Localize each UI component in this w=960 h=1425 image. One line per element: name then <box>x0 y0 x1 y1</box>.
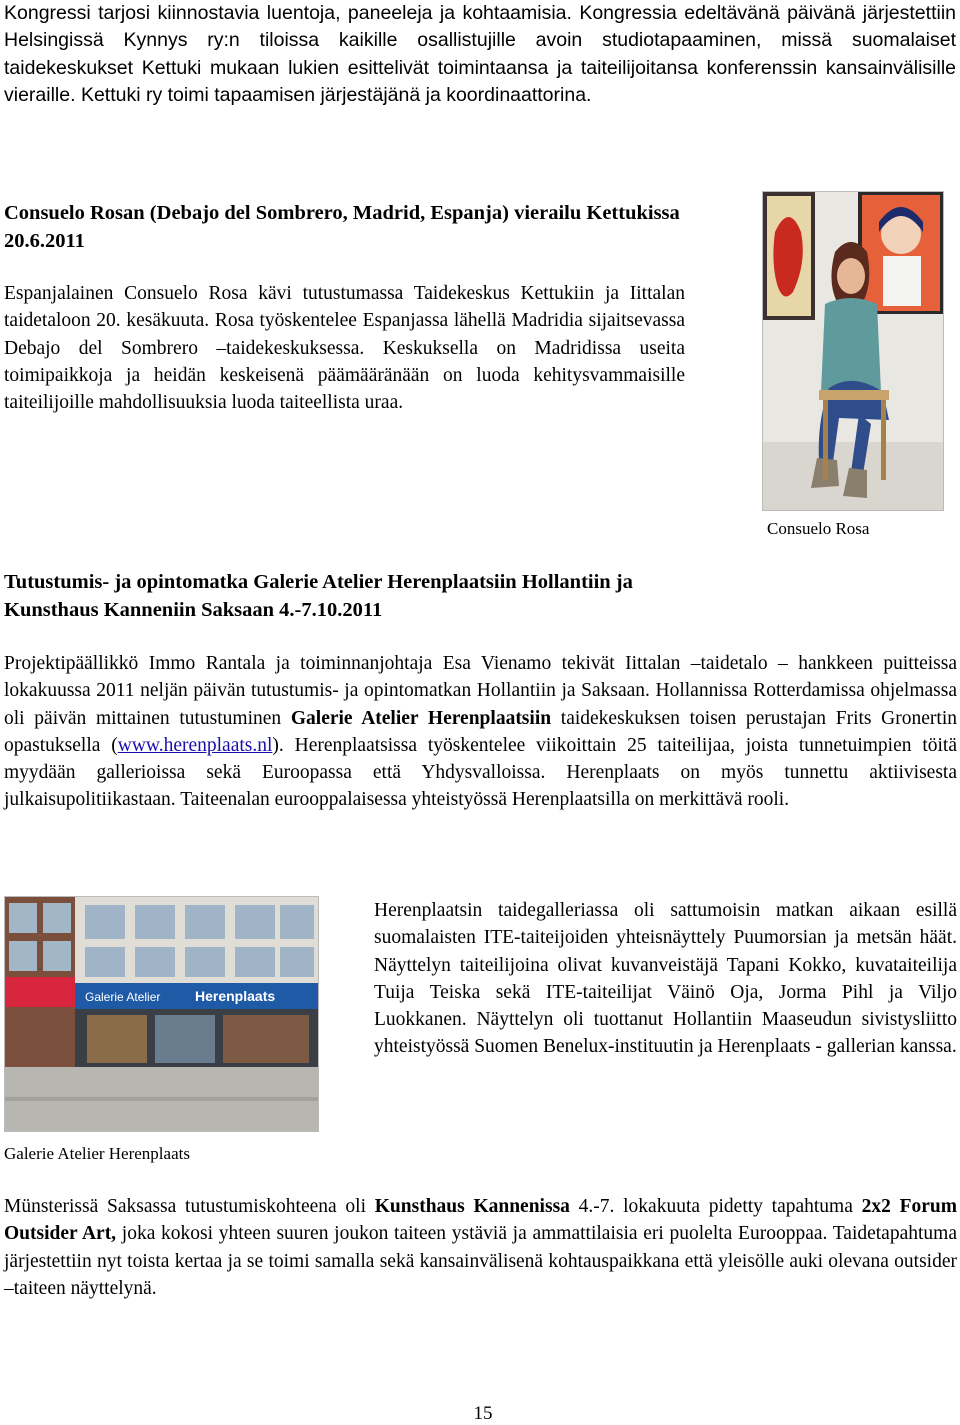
intro-paragraph: Kongressi tarjosi kiinnostavia luentoja, paneeleja ja kohtaamisia. Kongressia edeltävänä päivänä järjestettiin Helsingissä Kynnys ry:n tiloissa kaikille osallistujille avoin studiotapaaminen, missä suomalaiset taidekeskukset Kettuki mukaan lukien esittelivät toimintaansa ja taiteilijoitansa konferenssin kansainvälisille vieraille. Kettuki ry toimi tapaamisen järjestäjänä ja koordinaattorina. <box>4 2 956 107</box>
consuelo-rosa-paragraph: Espanjalainen Consuelo Rosa kävi tutustumassa Taidekeskus Kettukiin ja Iittalan taidetaloon 20. kesäkuuta. Rosa työskentelee Espanjassa lähellä Madridia sijaitsevassa Debajo del Sombrero –taidekeskuksessa. Keskuksella on Madridissa useita toimipaikkoja ja heidän keskeisenä päämääränään on luoda kehitysvammaisille taiteilijoille mahdollisuuksia luoda taiteellista uraa. <box>4 283 686 414</box>
galerie-sign-text: Galerie Atelier <box>85 990 161 1004</box>
kunsthaus-kannen-paragraph: Münsterissä Saksassa tutustumiskohteena oli Kunsthaus Kannenissa 4.-7. lokakuuta pidetty tapahtuma 2x2 Forum Outsider Art, joka kokosi yhteen suuren joukon taiteen ystäviä ja ammattilaisia eri puolelta Eurooppaa. Taidetapahtuma järjestettiin nyt toista kertaa ja se toimi samalla sekä kansainvälisenä kohtauspaikkana että yleisölle auki olevana outsider –taiteen näyttelynä. <box>4 1196 958 1299</box>
section-heading-study-trip: Tutustumis- ja opintomatka Galerie Atelier Herenplaatsiin Hollantiin ja Kunsthaus Kanneniin Saksaan 4.-7.10.2011 <box>4 571 633 621</box>
section-heading-consuelo-rosa: Consuelo Rosan (Debajo del Sombrero, Madrid, Espanja) vierailu Kettukissa 20.6.2011 <box>4 202 680 252</box>
galerie-herenplaats-photo <box>4 896 319 1132</box>
galerie-herenplaats-photo-caption: Galerie Atelier Herenplaats <box>4 1144 190 1163</box>
herenplaats-sign-text: Herenplaats <box>195 988 276 1004</box>
study-trip-paragraph: Projektipäällikkö Immo Rantala ja toiminnanjohtaja Esa Vienamo tekivät Iittalan –taidetalo – hankkeen puitteissa lokakuussa 2011 neljän päivän tutustumis- ja opintomatkan Hollantiin ja Saksaan. Hollannissa Rotterdamissa ohjelmassa oli päivän mittainen tutustuminen Galerie Atelier Herenplaatsiin taidekeskuksen toisen perustajan Frits Gronertin opastuksella (www.herenplaats.nl). Herenplaatsissa työskentelee viikoittain 25 taiteilijaa, joista tunnetuimpien töitä myydään gallerioissa sekä Euroopassa että Yhdysvalloissa. Herenplaats on myös tunnettu aktiivisesta julkaisupolitiikastaan. Taiteenalan eurooppalaisessa yhteistyössä Herenplaatsilla on merkittävä rooli. <box>4 653 957 811</box>
consuelo-rosa-photo <box>762 191 944 511</box>
page-number: 15 <box>473 1403 493 1424</box>
consuelo-rosa-photo-caption: Consuelo Rosa <box>767 519 870 538</box>
galerie-herenplaats-illustration <box>5 897 318 1131</box>
ite-exhibition-paragraph: Herenplaatsin taidegalleriassa oli sattumoisin matkan aikaan esillä suomalaisten ITE-taiteijoiden yhteisnäyttely Puumorsian ja metsän häät. Näyttelyn taiteilijoina olivat kuvanveistäjä Tapani Kokko, kuvataiteilija Tuija Teiska sekä ITE-taiteilijat Väinö Oja, Jorma Pihl ja Viljo Luokkanen. Näyttelyn oli tuottanut Hollantiin Maaseudun sivistysliitto yhteistyössä Suomen Benelux-instituutin ja Herenplaats - gallerian kanssa. <box>374 900 957 1058</box>
consuelo-rosa-illustration <box>763 192 943 510</box>
herenplaats-link[interactable]: www.herenplaats.nl <box>117 734 273 756</box>
